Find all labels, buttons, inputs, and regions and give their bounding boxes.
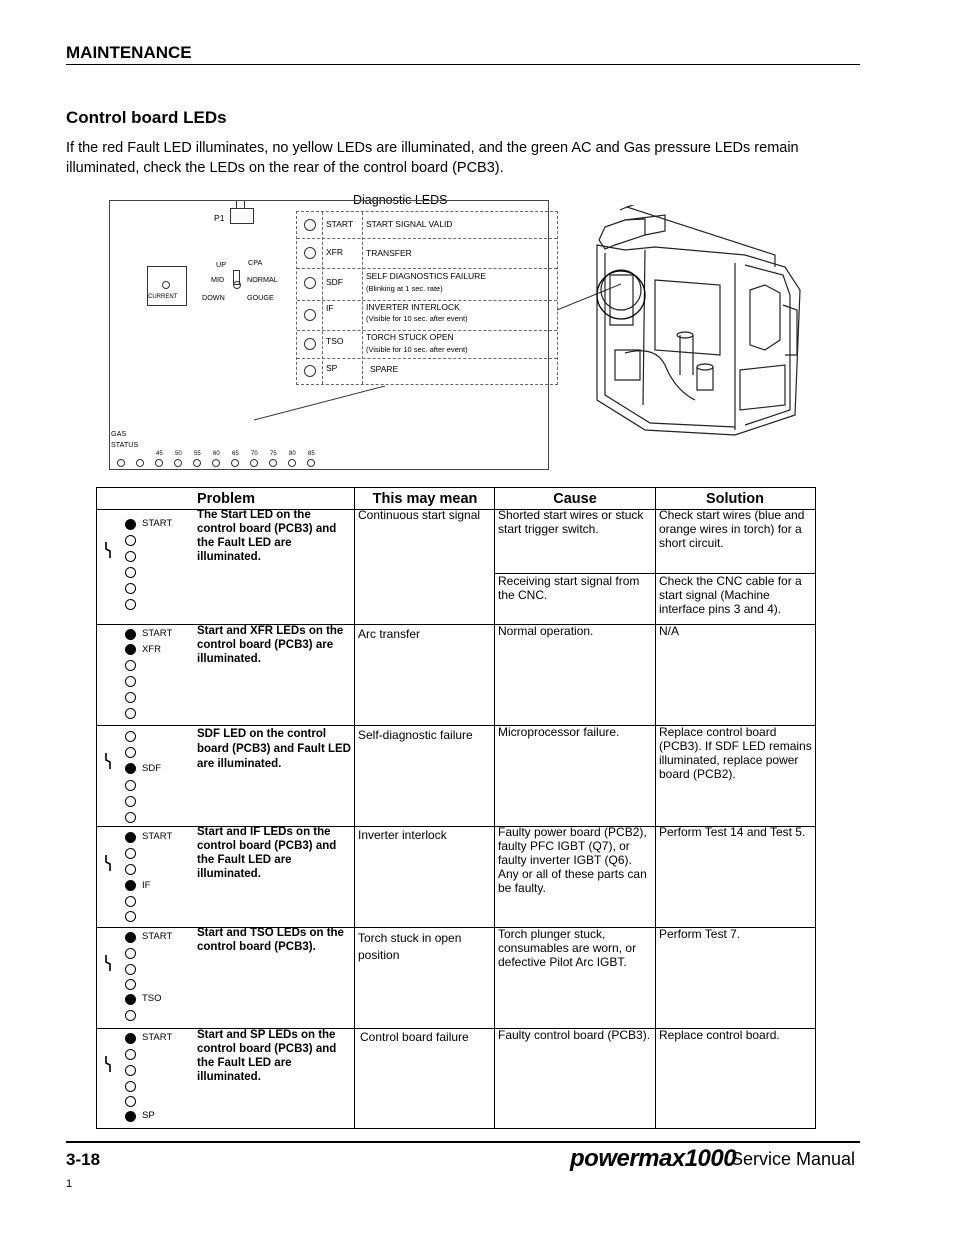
gas-led bbox=[288, 459, 296, 467]
cause-text: Faulty control board (PCB3). bbox=[498, 1028, 651, 1042]
current-knob-box bbox=[147, 266, 187, 306]
led-icon-on bbox=[125, 629, 136, 640]
diag-code: SP bbox=[326, 363, 338, 373]
cause-text: Receiving start signal from the CNC. bbox=[498, 574, 640, 602]
diag-note: (Blinking at 1 sec. rate) bbox=[366, 284, 443, 293]
up-label: UP bbox=[216, 260, 226, 269]
header-rule bbox=[66, 64, 860, 65]
fault-indicator-icon bbox=[105, 753, 111, 769]
led-icon-off bbox=[125, 780, 136, 791]
led-label: START bbox=[142, 931, 173, 942]
led-label: START bbox=[142, 518, 173, 529]
gas-tick: 70 bbox=[251, 451, 258, 457]
problem-text: Start and TSO LEDs on the control board (PCB3). bbox=[197, 927, 344, 953]
diag-desc: INVERTER INTERLOCK bbox=[366, 302, 460, 312]
gas-led bbox=[136, 459, 144, 467]
led-icon-off bbox=[125, 599, 136, 610]
diag-code: START bbox=[326, 219, 354, 229]
diag-led-icon bbox=[304, 309, 316, 321]
led-icon-off bbox=[125, 731, 136, 742]
section-title: MAINTENANCE bbox=[66, 43, 192, 62]
cause-text: Normal operation. bbox=[498, 624, 594, 638]
gas-tick: 55 bbox=[194, 451, 201, 457]
meaning-text: Inverter interlock bbox=[358, 828, 447, 842]
problem-text: Start and XFR LEDs on the control board (PCB3) are illuminated. bbox=[197, 625, 344, 665]
led-icon-off bbox=[125, 1049, 136, 1060]
led-icon-on bbox=[125, 832, 136, 843]
led-icon-off bbox=[125, 964, 136, 975]
diag-note: (Visible for 10 sec. after event) bbox=[366, 345, 468, 354]
status-label: STATUS bbox=[111, 440, 139, 449]
gas-label: GAS bbox=[111, 429, 127, 438]
gas-tick: 50 bbox=[175, 451, 182, 457]
diag-note: (Visible for 10 sec. after event) bbox=[366, 314, 468, 323]
meaning-text: Arc transfer bbox=[358, 627, 421, 641]
page-number: 3-18 bbox=[66, 1150, 101, 1169]
current-knob bbox=[162, 281, 170, 289]
diag-row-start bbox=[297, 212, 557, 239]
gas-tick: 45 bbox=[156, 451, 163, 457]
normal-label: NORMAL bbox=[247, 275, 278, 284]
diag-desc: SPARE bbox=[370, 364, 399, 374]
meaning-text: Control board failure bbox=[360, 1030, 469, 1044]
led-label: XFR bbox=[142, 644, 161, 655]
led-icon-off bbox=[125, 1065, 136, 1076]
gouge-label: GOUGE bbox=[247, 293, 274, 302]
led-icon-off bbox=[125, 660, 136, 671]
led-icon-on bbox=[125, 644, 136, 655]
led-label: START bbox=[142, 831, 173, 842]
led-icon-on bbox=[125, 1033, 136, 1044]
diagram-title: Diagnostic LEDS bbox=[353, 193, 448, 207]
fault-indicator-icon bbox=[105, 955, 111, 971]
led-icon-off bbox=[125, 848, 136, 859]
highlight-circle bbox=[597, 271, 645, 319]
gas-led bbox=[155, 459, 163, 467]
led-icon-on bbox=[125, 1111, 136, 1122]
diag-led-icon bbox=[304, 365, 316, 377]
gas-led bbox=[193, 459, 201, 467]
brand-logo: powermax1000 bbox=[570, 1145, 737, 1172]
down-label: DOWN bbox=[202, 293, 225, 302]
diag-led-icon bbox=[304, 219, 316, 231]
cause-text: Microprocessor failure. bbox=[498, 725, 620, 739]
led-icon-off bbox=[125, 864, 136, 875]
gas-led bbox=[307, 459, 315, 467]
led-icon-off bbox=[125, 911, 136, 922]
troubleshooting-table bbox=[96, 487, 816, 1129]
led-label: TSO bbox=[142, 993, 162, 1004]
led-icon-off bbox=[125, 796, 136, 807]
problem-text: Start and IF LEDs on the control board (PCB3) and the Fault LED are illuminated. bbox=[197, 826, 337, 880]
page-heading: Control board LEDs bbox=[66, 108, 227, 127]
diag-row-sdf bbox=[297, 269, 557, 301]
solution-text: Replace control board. bbox=[659, 1028, 780, 1042]
led-icon-off bbox=[125, 676, 136, 687]
solution-text: Perform Test 14 and Test 5. bbox=[659, 825, 806, 839]
led-icon-off bbox=[125, 896, 136, 907]
diag-code: TSO bbox=[326, 336, 344, 346]
cause-text: Torch plunger stuck, consumables are worn, or defective Pilot Arc IGBT. bbox=[498, 927, 637, 969]
gas-led bbox=[174, 459, 182, 467]
led-label: START bbox=[142, 1032, 173, 1043]
header-meaning: This may mean bbox=[372, 491, 478, 507]
led-icon-off bbox=[125, 1081, 136, 1092]
manual-title: Service Manual bbox=[731, 1149, 856, 1169]
cpa-label: CPA bbox=[248, 258, 263, 267]
led-icon-off bbox=[125, 708, 136, 719]
led-icon-off bbox=[125, 1010, 136, 1021]
gas-tick: 85 bbox=[308, 451, 315, 457]
led-icon-on bbox=[125, 880, 136, 891]
header-problem: Problem bbox=[196, 491, 255, 507]
meaning-text: Continuous start signal bbox=[358, 508, 481, 522]
problem-text: SDF LED on the control board (PCB3) and Fault LED are illuminated. bbox=[197, 728, 351, 770]
mode-knob bbox=[233, 281, 241, 289]
mid-label: MID bbox=[211, 275, 225, 284]
header-solution: Solution bbox=[706, 491, 764, 507]
led-icon-on bbox=[125, 763, 136, 774]
led-icon-off bbox=[125, 747, 136, 758]
led-label: IF bbox=[142, 880, 151, 891]
solution-text: Check the CNC cable for a start signal (Machine interface pins 3 and 4). bbox=[659, 574, 802, 616]
cause-text: Faulty power board (PCB2), faulty PFC IGBT (Q7), or faulty inverter IGBT (Q6). Any or all of these parts can be faulty. bbox=[498, 825, 647, 895]
fault-indicator-icon bbox=[105, 855, 111, 871]
diag-led-icon bbox=[304, 247, 316, 259]
diag-code: IF bbox=[326, 303, 334, 313]
diag-led-icon bbox=[304, 277, 316, 289]
cause-text: Shorted start wires or stuck start trigger switch. bbox=[498, 508, 644, 536]
led-icon-off bbox=[125, 812, 136, 823]
led-icon-off bbox=[125, 551, 136, 562]
diag-desc: TORCH STUCK OPEN bbox=[366, 332, 454, 342]
intro-paragraph: If the red Fault LED illuminates, no yellow LEDs are illuminated, and the green AC and Gas pressure LEDs remain illuminated, check the LEDs on the rear of the control board (PCB3). bbox=[66, 140, 799, 176]
led-icon-off bbox=[125, 583, 136, 594]
gas-led bbox=[231, 459, 239, 467]
diag-desc: SELF DIAGNOSTICS FAILURE bbox=[366, 271, 486, 281]
meaning-text: Torch stuck in open position bbox=[358, 931, 462, 962]
led-icon-off bbox=[125, 1096, 136, 1107]
problem-text: Start and SP LEDs on the control board (PCB3) and the Fault LED are illuminated. bbox=[197, 1029, 337, 1083]
gas-led bbox=[250, 459, 258, 467]
footer-small-number: 1 bbox=[66, 1178, 73, 1190]
fault-indicator-icon bbox=[105, 542, 111, 558]
fault-indicator-icon bbox=[105, 1056, 111, 1072]
led-icon-off bbox=[125, 567, 136, 578]
current-label: CURRENT bbox=[148, 294, 178, 300]
solution-text: Replace control board (PCB3). If SDF LED remains illuminated, replace power board (PCB2). bbox=[659, 725, 812, 781]
diag-code: SDF bbox=[326, 277, 343, 287]
gas-led bbox=[212, 459, 220, 467]
meaning-text: Self-diagnostic failure bbox=[358, 728, 473, 742]
diag-led-icon bbox=[304, 338, 316, 350]
diag-row-sp bbox=[297, 359, 557, 384]
header-cause: Cause bbox=[553, 491, 597, 507]
problem-text: The Start LED on the control board (PCB3) and the Fault LED are illuminated. bbox=[197, 509, 337, 563]
gas-tick: 75 bbox=[270, 451, 277, 457]
led-icon-off bbox=[125, 948, 136, 959]
led-label: SDF bbox=[142, 763, 161, 774]
pointer-line bbox=[250, 380, 390, 424]
solution-text: Check start wires (blue and orange wires in torch) for a short circuit. bbox=[659, 508, 805, 550]
gas-tick: 65 bbox=[232, 451, 239, 457]
powermax-unit-illustration bbox=[585, 205, 810, 440]
diag-desc: TRANSFER bbox=[366, 248, 412, 258]
solution-text: N/A bbox=[659, 624, 680, 638]
diag-row-xfr bbox=[297, 239, 557, 269]
gas-led bbox=[269, 459, 277, 467]
solution-text: Perform Test 7. bbox=[659, 927, 741, 941]
led-icon-off bbox=[125, 692, 136, 703]
diag-code: XFR bbox=[326, 247, 343, 257]
led-icon-on bbox=[125, 932, 136, 943]
led-icon-on bbox=[125, 519, 136, 530]
led-icon-off bbox=[125, 979, 136, 990]
led-icon-off bbox=[125, 535, 136, 546]
diagnostic-leds-table bbox=[296, 211, 558, 385]
footer-rule bbox=[66, 1141, 860, 1143]
gas-led bbox=[117, 459, 125, 467]
p1-connector bbox=[230, 208, 254, 224]
led-label: SP bbox=[142, 1110, 155, 1121]
gas-tick: 60 bbox=[213, 451, 220, 457]
diag-row-if bbox=[297, 301, 557, 331]
led-label: START bbox=[142, 628, 173, 639]
diag-desc: START SIGNAL VALID bbox=[366, 219, 453, 229]
led-icon-on bbox=[125, 994, 136, 1005]
p1-label: P1 bbox=[214, 213, 225, 223]
gas-tick: 80 bbox=[289, 451, 296, 457]
diag-row-tso bbox=[297, 331, 557, 359]
